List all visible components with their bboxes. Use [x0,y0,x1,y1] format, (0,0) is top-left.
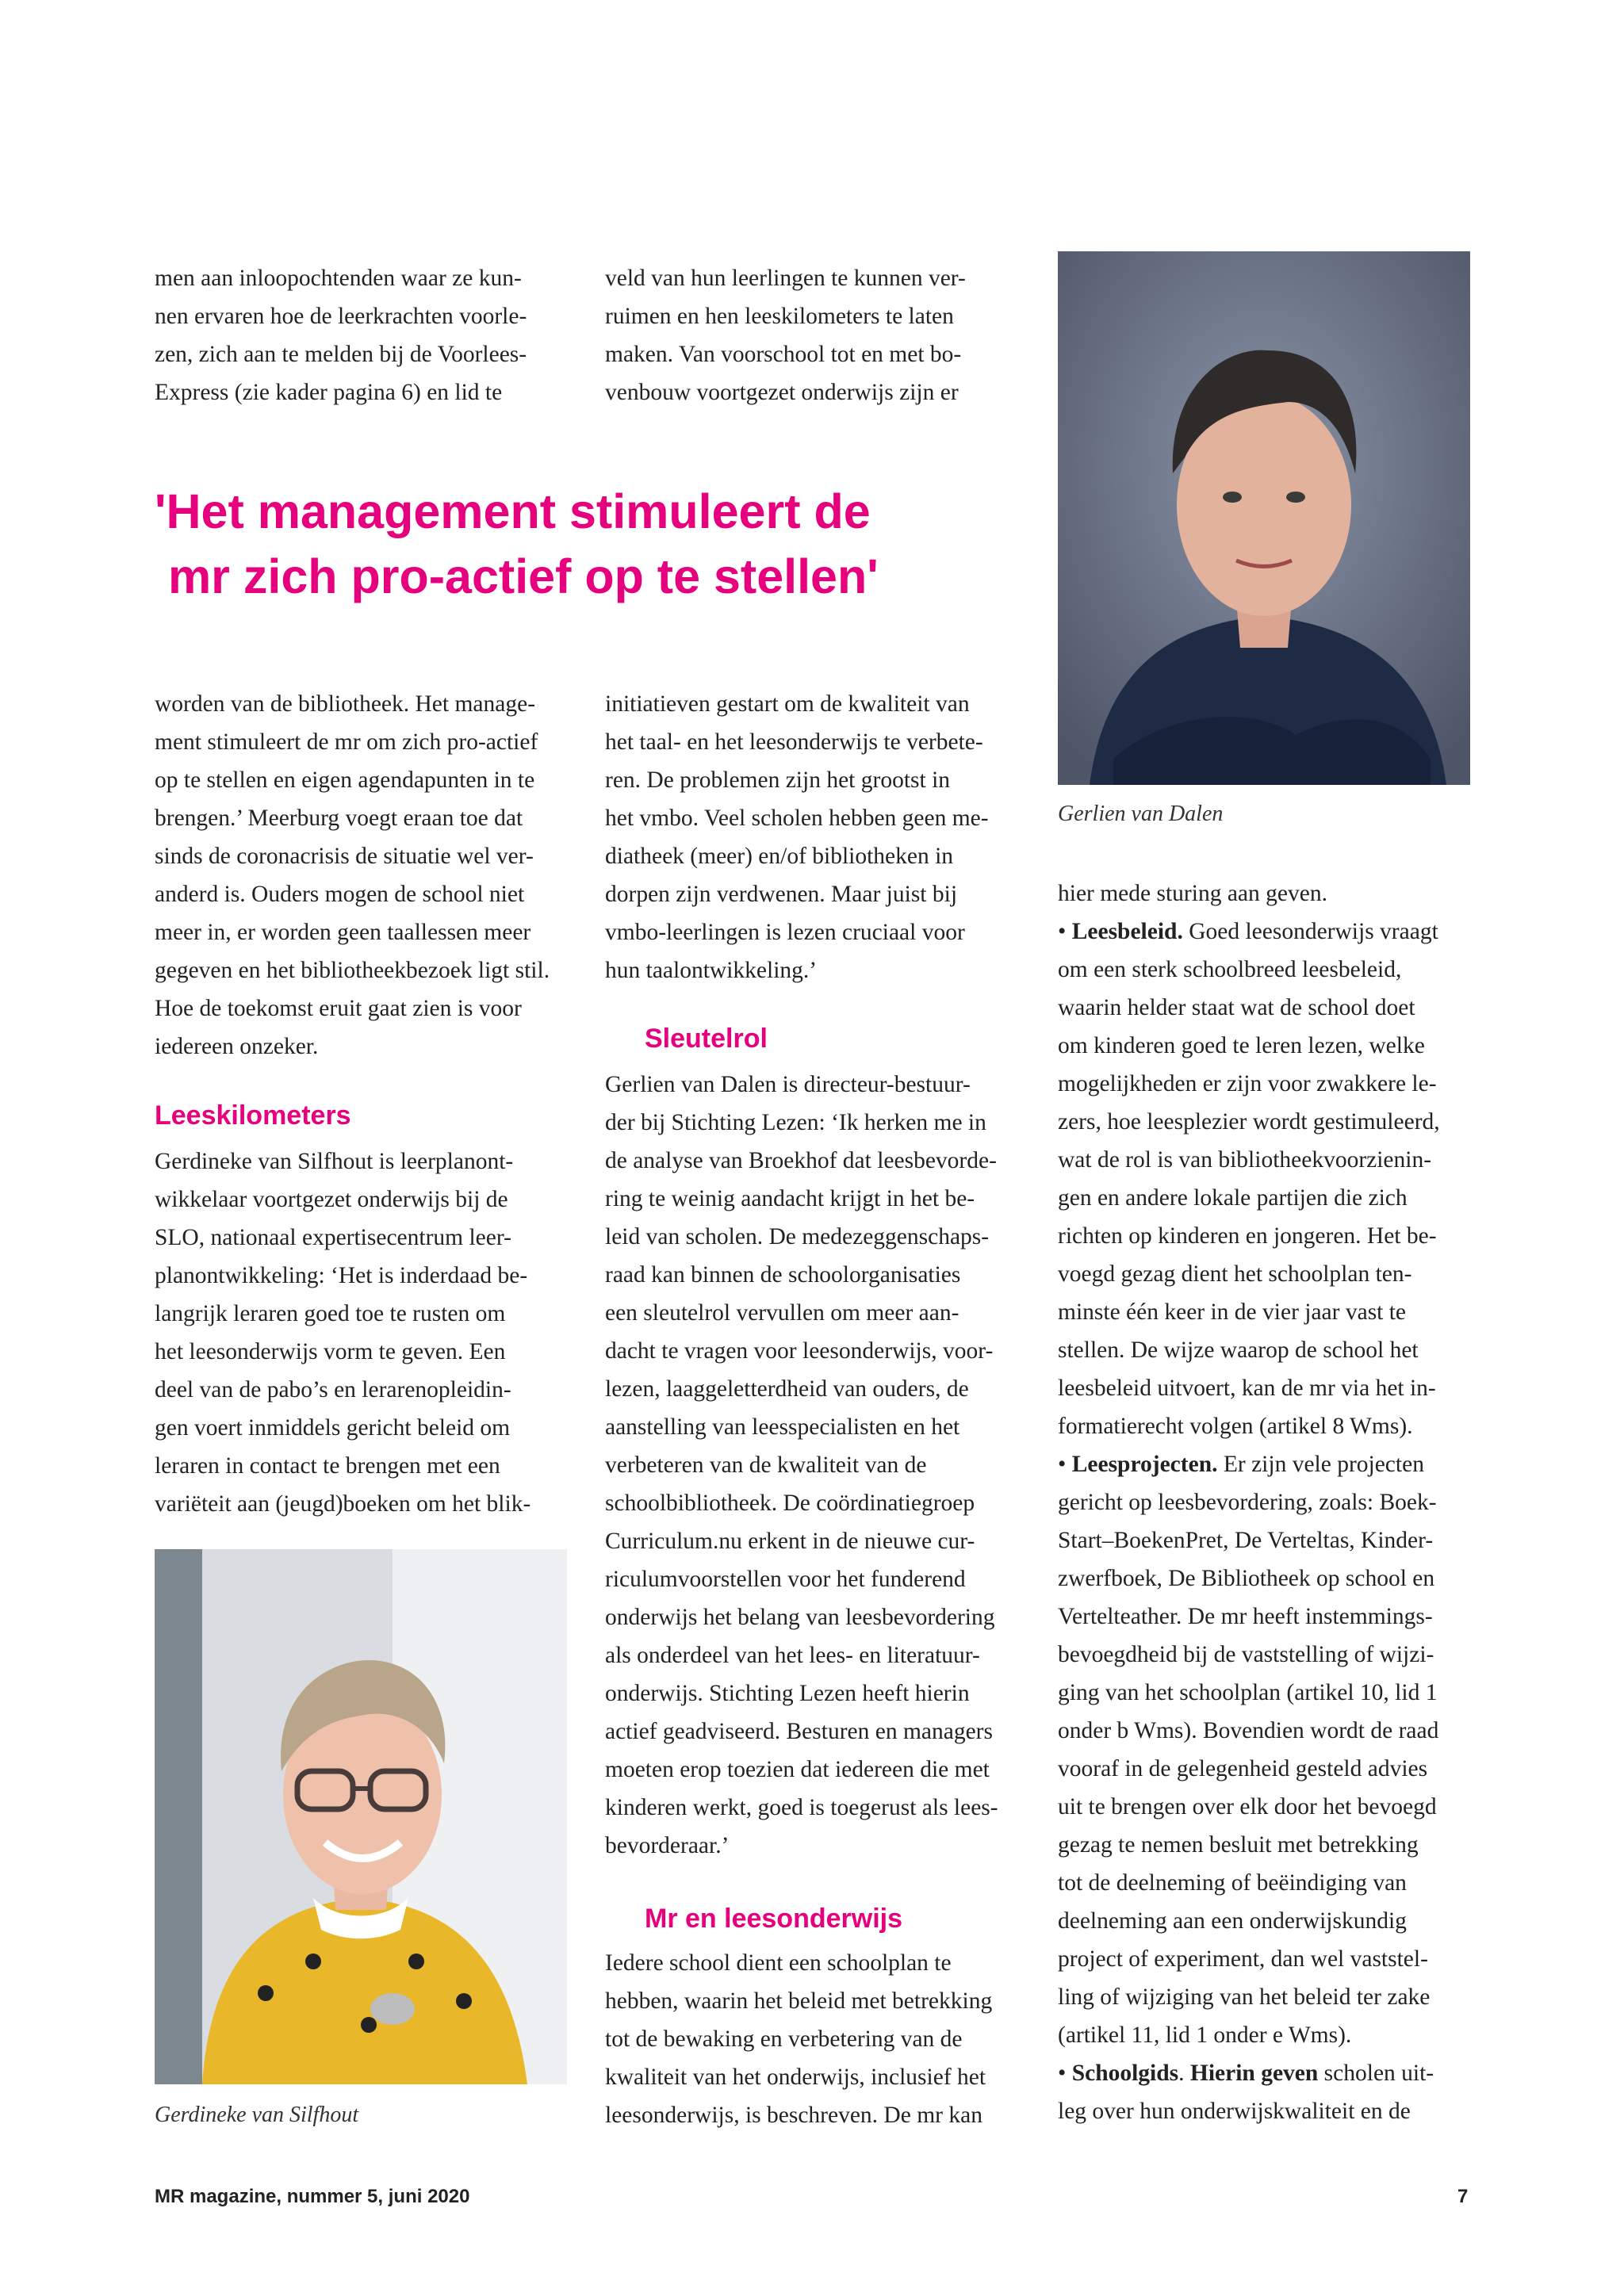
bullet-text: Goed leesonderwijs vraagt [1182,919,1438,944]
text-line: iedereen onzeker. [155,1034,319,1059]
text-line: vmbo-leerlingen is lezen cruciaal voor [605,920,965,945]
text-line: leesbeleid uitvoert, kan de mr via het in- [1058,1376,1436,1401]
text-line: ruimen en hen leeskilometers te laten [605,304,954,329]
text-line: ring te weinig aandacht krijgt in het be- [605,1186,975,1211]
portrait-woman-glasses-icon [155,1549,567,2084]
text-line: op te stellen en eigen agendapunten in te [155,767,535,793]
text-line: uit te brengen over elk door het bevoegd [1058,1794,1437,1820]
text-line: minste één keer in de vier jaar vast te [1058,1299,1407,1325]
col1-top-text [155,259,567,411]
bullet-schoolgids [1058,2054,1486,2092]
text-line: leg over hun onderwijskwaliteit en de [1058,2099,1411,2124]
text-line: planontwikkeling: ‘Het is inderdaad be- [155,1263,528,1288]
text-line: men aan inloopochtenden waar ze kun- [155,266,522,291]
section-heading: Mr en leesonderwijs [645,1904,902,1934]
text-line: Vertelteather. De mr heeft instemmings- [1058,1604,1433,1629]
text-line: om een sterk schoolbreed leesbeleid, [1058,957,1402,982]
bullet: • [1058,919,1072,944]
footer-magazine-info: MR magazine, nummer 5, juni 2020 [155,2186,470,2207]
text-line: wikkelaar voortgezet onderwijs bij de [155,1187,508,1212]
text-line: onderwijs het belang van leesbevordering [605,1605,995,1630]
text-line: Hoe de toekomst eruit gaat zien is voor [155,996,522,1021]
text-line: (artikel 11, lid 1 onder e Wms). [1058,2022,1352,2048]
bullet-text: scholen uit- [1318,2061,1434,2086]
bullet-label: Schoolgids [1071,2061,1179,2086]
text-line: dorpen zijn verdwenen. Maar juist bij [605,882,958,907]
heading-leeskilometers [155,1096,351,1135]
text-line: gen voert inmiddels gericht beleid om [155,1415,511,1441]
text-line: langrijk leraren goed toe te rusten om [155,1301,506,1326]
text-line: nen ervaren hoe de leerkrachten voorle- [155,304,527,329]
text-line: moeten erop toezien dat iedereen die met [605,1757,990,1782]
text-line: als onderdeel van het lees- en literatuur- [605,1643,980,1668]
pull-quote [155,479,995,609]
portrait-woman-icon [1058,251,1470,785]
text-line: hier mede sturing aan geven. [1058,881,1327,906]
text-line: deel van de pabo’s en lerarenopleidin- [155,1377,511,1402]
text-line: om kinderen goed te leren lezen, welke [1058,1033,1425,1058]
photo-gerdineke-van-silfhout [155,1549,567,2084]
text-line: leesonderwijs, is beschreven. De mr kan [605,2103,982,2128]
bullet-leesprojecten [1058,1445,1486,1483]
text-line: kinderen werkt, goed is toegerust als lees- [605,1795,998,1820]
heading-mr-en-leesonderwijs [645,1900,902,1938]
text-line: SLO, nationaal expertisecentrum leer- [155,1225,511,1250]
text-line: zers, hoe leesplezier wordt gestimuleerd, [1058,1109,1440,1135]
text-line: ling of wijziging van het beleid ter zake [1058,1984,1431,2010]
text-line: der bij Stichting Lezen: ‘Ik herken me in [605,1110,986,1135]
bullet-label: Leesprojecten. [1071,1452,1218,1477]
text-line: onder b Wms). Bovendien wordt de raad [1058,1718,1439,1743]
text-line: de analyse van Broekhof dat leesbevorde- [605,1148,997,1173]
pull-quote-line: mr zich pro-actief op te stellen' [155,549,879,603]
col1-mid-text [155,685,567,1066]
text-line: een sleutelrol vervullen om meer aan- [605,1300,959,1326]
col3-text [1058,874,1486,2130]
text-line: onderwijs. Stichting Lezen heeft hierin [605,1681,970,1706]
text-line: diatheek (meer) en/of bibliotheken in [605,844,954,869]
text-line: het taal- en het leesonderwijs te verbete- [605,729,983,755]
text-line: veld van hun leerlingen te kunnen ver- [605,266,966,291]
col1-leeskilometers-text [155,1142,567,1523]
photo-gerlien-van-dalen [1058,251,1470,785]
text-line: leid van scholen. De medezeggenschaps- [605,1224,990,1249]
text-line: mogelijkheden er zijn voor zwakkere le- [1058,1071,1437,1096]
section-heading: Sleutelrol [645,1024,768,1054]
text-line: riculumvoorstellen voor het funderend [605,1567,966,1592]
text-line: gegeven en het bibliotheekbezoek ligt stil. [155,958,550,983]
text-line: hebben, waarin het beleid met betrekking [605,1988,993,2014]
col2-mr-text [605,1944,1017,2134]
text-line: voegd gezag dient het schoolplan ten- [1058,1261,1412,1287]
bullet-label: Hierin geven [1189,2061,1319,2086]
text-line: worden van de bibliotheek. Het manage- [155,691,536,717]
text-line: stellen. De wijze waarop de school het [1058,1337,1419,1363]
col2-mid-text [605,685,1017,989]
text-line: dacht te vragen voor leesonderwijs, voor- [605,1338,994,1364]
col2-top-text [605,259,1017,411]
text-line: kwaliteit van het onderwijs, inclusief het [605,2064,986,2090]
bullet: • [1058,2061,1072,2086]
text-line: actief geadviseerd. Besturen en managers [605,1719,993,1744]
text-line: tot de deelneming of beëindiging van [1058,1870,1407,1896]
heading-sleutelrol [645,1020,768,1058]
text-line: deelneming aan een onderwijskundig [1058,1908,1407,1934]
text-line: wat de rol is van bibliotheekvoorzienin- [1058,1147,1432,1173]
text-line: Express (zie kader pagina 6) en lid te [155,380,503,405]
bullet-text: Er zijn vele projecten [1217,1452,1424,1477]
text-line: gen en andere lokale partijen die zich [1058,1185,1408,1211]
text-line: schoolbibliotheek. De coördinatiegroep [605,1490,975,1516]
pull-quote-line: 'Het management stimuleert de [155,484,871,538]
text-line: ment stimuleert de mr om zich pro-actief [155,729,538,755]
text-line: ren. De problemen zijn het grootst in [605,767,951,793]
text-line: bevoegdheid bij de vaststelling of wijzi- [1058,1642,1434,1667]
text-line: waarin helder staat wat de school doet [1058,995,1415,1020]
text-line: bevorderaar.’ [605,1833,730,1858]
bullet-dot: . [1178,2061,1190,2086]
caption-gerdineke-van-silfhout: Gerdineke van Silfhout [155,2103,359,2127]
text-line: ging van het schoolplan (artikel 10, lid 1 [1058,1680,1438,1705]
text-line: het vmbo. Veel scholen hebben geen me- [605,806,989,831]
text-line: maken. Van voorschool tot en met bo- [605,342,962,367]
text-line: variëteit aan (jeugd)boeken om het blik- [155,1491,531,1517]
text-line: sinds de coronacrisis de situatie wel ver- [155,844,534,869]
col2-sleutelrol-text [605,1066,1017,1865]
text-line: Gerdineke van Silfhout is leerplanont- [155,1149,514,1174]
caption-gerlien-van-dalen: Gerlien van Dalen [1058,802,1224,826]
text-line: Curriculum.nu erkent in de nieuwe cur- [605,1529,975,1554]
text-line: Gerlien van Dalen is directeur-bestuur- [605,1072,971,1097]
text-line: meer in, er worden geen taallessen meer [155,920,531,945]
bullet-label: Leesbeleid. [1071,919,1183,944]
text-line: brengen.’ Meerburg voegt eraan toe dat [155,806,523,831]
text-line: Start–BoekenPret, De Verteltas, Kinder- [1058,1528,1434,1553]
text-line: richten op kinderen en jongeren. Het be- [1058,1223,1437,1249]
text-line: het leesonderwijs vorm te geven. Een [155,1339,506,1364]
text-line: zwerfboek, De Bibliotheek op school en [1058,1566,1435,1591]
section-heading: Leeskilometers [155,1100,351,1131]
text-line: hun taalontwikkeling.’ [605,958,818,983]
text-line: aanstelling van leesspecialisten en het [605,1414,960,1440]
bullet: • [1058,1452,1072,1477]
text-line: anderd is. Ouders mogen de school niet [155,882,525,907]
text-line: vooraf in de gelegenheid gesteld advies [1058,1756,1428,1781]
text-line: lezen, laaggeletterdheid van ouders, de [605,1376,969,1402]
text-line: raad kan binnen de schoolorganisaties [605,1262,961,1288]
text-line: leraren in contact te brengen met een [155,1453,500,1479]
text-line: Iedere school dient een schoolplan te [605,1950,952,1976]
text-line: initiatieven gestart om de kwaliteit van [605,691,970,717]
text-line: verbeteren van de kwaliteit van de [605,1452,927,1478]
text-line: gezag te nemen besluit met betrekking [1058,1832,1419,1858]
bullet-leesbeleid [1058,913,1486,951]
text-line: venbouw voortgezet onderwijs zijn er [605,380,959,405]
text-line: project of experiment, dan wel vaststel- [1058,1946,1428,1972]
text-line: gericht op leesbevordering, zoals: Boek- [1058,1490,1437,1515]
text-line: zen, zich aan te melden bij de Voorlees- [155,342,527,367]
text-line: tot de bewaking en verbetering van de [605,2026,963,2052]
text-line: formatierecht volgen (artikel 8 Wms). [1058,1414,1413,1439]
page-number: 7 [1457,2186,1469,2207]
